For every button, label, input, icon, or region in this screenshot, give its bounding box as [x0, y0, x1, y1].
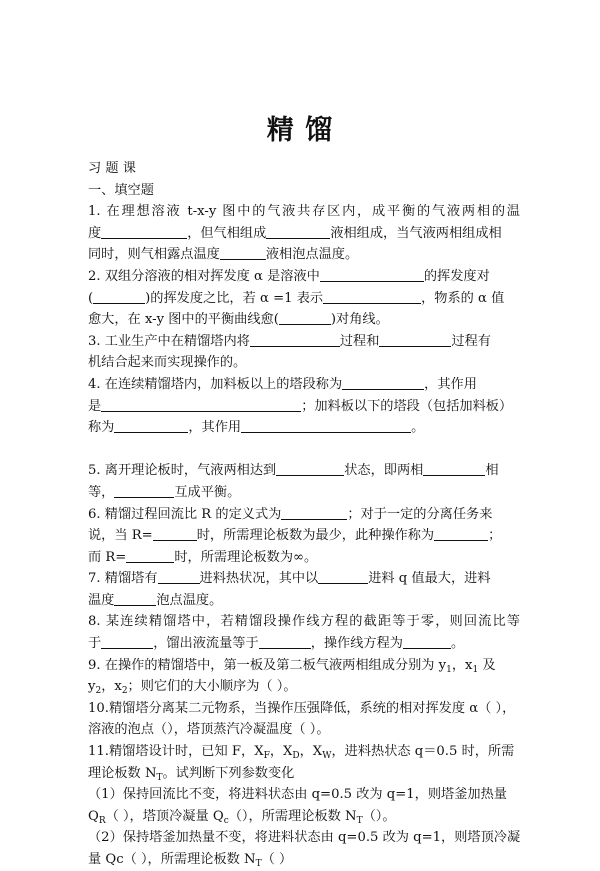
answer-blank[interactable]: [403, 633, 451, 649]
answer-blank[interactable]: [281, 504, 347, 520]
answer-blank[interactable]: [158, 568, 200, 584]
question-7-line-2: 温度 泡点温度。: [88, 590, 520, 612]
answer-blank[interactable]: [101, 633, 153, 649]
answer-blank[interactable]: [114, 417, 188, 433]
answer-blank[interactable]: [101, 396, 301, 412]
answer-blank[interactable]: [241, 417, 411, 433]
question-9-line-2: $y_2$，$x_2$；则它们的大小顺序为（ ）。: [88, 679, 297, 697]
question-2-line-1: 2. 双组分溶液的相对挥发度 α 是溶液中 的挥发度对: [88, 266, 520, 288]
question-11-line-2: 理论板数 $N_T$。试判断下列参数变化: [88, 765, 295, 783]
question-1-line-2: 度 ，但气相组成 液相组成，当气液两相组成相: [88, 223, 520, 245]
answer-blank[interactable]: [279, 309, 331, 325]
answer-blank[interactable]: [320, 266, 424, 282]
answer-blank[interactable]: [153, 525, 197, 541]
question-11-sub-2-line-2: 量 Qc（ ），所需理论板数 $N_T$（ ）: [88, 852, 293, 869]
question-5-line-1: 5. 离开理论板时，气液两相达到 状态，即两相 相: [88, 460, 520, 482]
question-2-line-3: 愈大，在 x-y 图中的平衡曲线愈( )对角线。: [88, 309, 520, 331]
question-6-line-1: 6. 精馏过程回流比 R 的定义式为 ；对于一定的分离任务来: [88, 504, 520, 526]
question-11-line-1: 11.精馏塔设计时，已知 F，$X_F$，$X_D$，$X_W$，进料热状态 q＝0.5 时，所需: [88, 744, 515, 762]
document-body: [88, 158, 520, 871]
answer-blank[interactable]: [126, 547, 174, 563]
question-11-sub-1-line-1: （1）保持回流比不变，将进料状态由 q=0.5 改为 q=1，则塔釜加热量: [88, 787, 507, 803]
question-11-sub-1-line-2: $Q_R$（ ），塔顶冷凝量 $Q_c()$，所需理论板数 $N_T()$。: [88, 808, 396, 826]
question-8-line-1: 8. 某连续精馏塔中，若精馏段操作线方程的截距等于零，则回流比等: [88, 614, 520, 630]
question-5-line-2: 等， 互成平衡。: [88, 482, 520, 504]
answer-blank[interactable]: [93, 288, 145, 304]
question-2-line-2: ( )的挥发度之比，若 α =1 表示 ，物系的 α 值: [88, 288, 520, 310]
question-3-line-1: 3. 工业生产中在精馏塔内将 过程和 过程有: [88, 331, 520, 353]
answer-blank[interactable]: [423, 460, 485, 476]
answer-blank[interactable]: [266, 223, 330, 239]
answer-blank[interactable]: [101, 223, 187, 239]
answer-blank[interactable]: [259, 633, 311, 649]
question-1-line-1: 1. 在理想溶液 t-x-y 图中的气液共存区内，成平衡的气液两相的温: [88, 204, 520, 220]
document-title: 精 馏: [266, 115, 334, 146]
question-8-line-2: 于 ，馏出液流量等于 ，操作线方程为 。: [88, 633, 520, 655]
question-4-line-1: 4. 在连续精馏塔内，加料板以上的塔段称为 ，其作用: [88, 374, 520, 396]
answer-blank[interactable]: [323, 288, 421, 304]
answer-blank[interactable]: [342, 374, 424, 390]
question-10-line-2: 溶液的泡点（），塔顶蒸汽冷凝温度（ ）。: [88, 722, 330, 738]
question-6-line-2: 说，当 R= 时，所需理论板数为最少，此种操作称为 ；: [88, 525, 520, 547]
question-9-line-1: 9. 在操作的精馏塔中，第一板及第二板气液两相组成分别为 $y_1$，$x_1$ 及: [88, 657, 496, 675]
question-4-line-3: 称为 ，其作用 。: [88, 417, 520, 439]
answer-blank[interactable]: [114, 482, 174, 498]
answer-blank[interactable]: [379, 331, 451, 347]
answer-blank[interactable]: [276, 460, 344, 476]
question-3-line-2: 机结合起来而实现操作的。: [88, 355, 247, 371]
spacer: [88, 439, 520, 461]
answer-blank[interactable]: [220, 244, 266, 260]
question-4-line-2: 是 ；加料板以下的塔段（包括加料板）: [88, 396, 520, 418]
question-11-sub-2-line-1: （2）保持塔釜加热量不变，将进料状态由 q=0.5 改为 q=1，则塔顶冷凝: [88, 830, 521, 846]
question-10-line-1: 10.精馏塔分离某二元物系，当操作压强降低，系统的相对挥发度 α（ ），: [88, 700, 516, 716]
answer-blank[interactable]: [318, 568, 368, 584]
answer-blank[interactable]: [250, 331, 340, 347]
question-7-line-1: 7. 精馏塔有 进料热状况，其中以 进料 q 值最大，进料: [88, 568, 520, 590]
answer-blank[interactable]: [114, 590, 156, 606]
answer-blank[interactable]: [434, 525, 488, 541]
question-6-line-3: 而 R= 时，所需理论板数为∞。: [88, 547, 520, 569]
question-1-line-3: 同时，则气相露点温度 液相泡点温度。: [88, 244, 520, 266]
subtitle: 习 题 课: [88, 161, 136, 176]
section-heading: 一、填空题: [88, 182, 154, 198]
